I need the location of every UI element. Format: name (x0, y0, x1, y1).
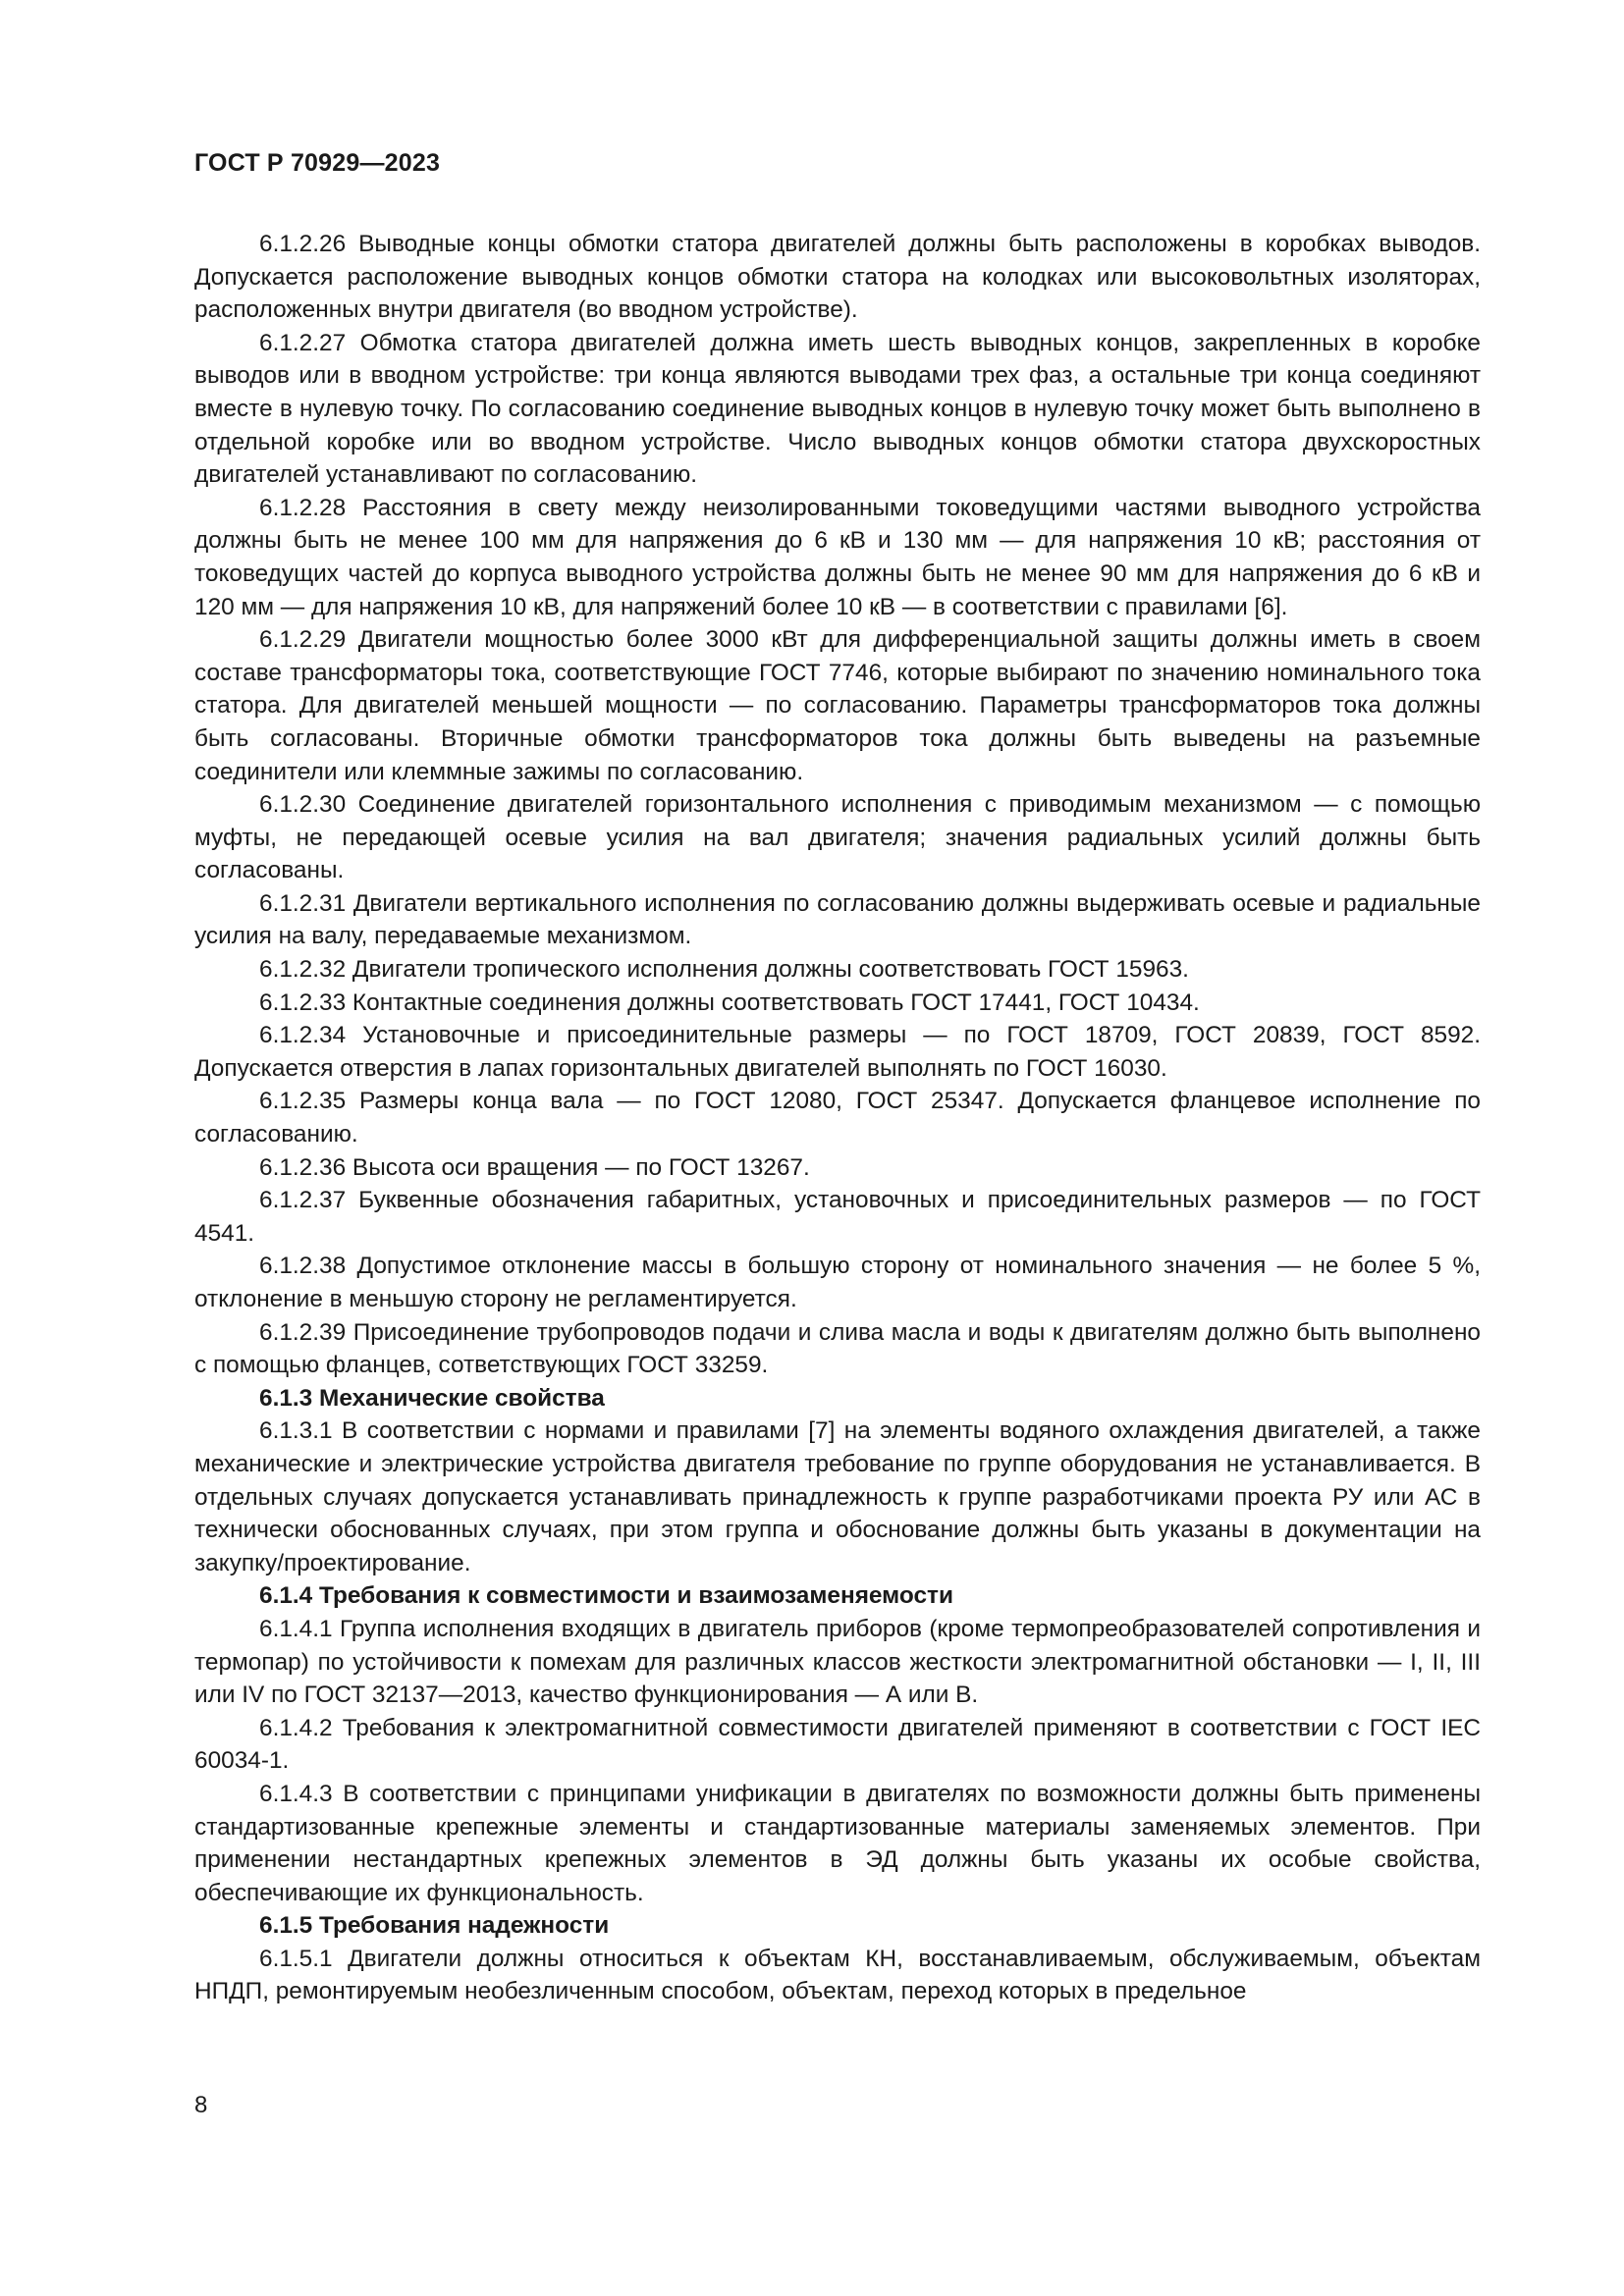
document-header: ГОСТ Р 70929—2023 (194, 149, 441, 177)
paragraph-6-1-4-2: 6.1.4.2 Требования к электромагнитной совместимости двигателей применяют в соответствии с ГОСТ IEC 60034-1. (194, 1714, 1481, 1775)
paragraph-6-1-2-26: 6.1.2.26 Выводные концы обмотки статора двигателей должны быть расположены в коробках выводов. Допускается расположение выводных концов обмотки статора на колодках или высоковольтных изоляторах, расположенных внутри двигателя (во вводном устройстве). (194, 231, 1481, 324)
section-heading-6-1-4: 6.1.4 Требования к совместимости и взаимозаменяемости (259, 1582, 953, 1610)
paragraph-6-1-4-1: 6.1.4.1 Группа исполнения входящих в двигатель приборов (кроме термопреобразователей сопротивления и термопар) по устойчивости к помехам для различных классов жесткости электромагнитной обстановки — I, II, III или IV по ГОСТ 32137—2013, качество функционирования — А или В. (194, 1615, 1481, 1709)
section-heading-6-1-5: 6.1.5 Требования надежности (259, 1912, 610, 1940)
paragraph-6-1-2-27: 6.1.2.27 Обмотка статора двигателей должна иметь шесть выводных концов, закрепленных в коробке выводов или в вводном устройстве: три конца являются выводами трех фаз, а остальные три конца соединяют вместе в нулевую точку. По согласованию соединение выводных концов в нулевую точку может быть выполнено в отдельной коробке или во вводном устройстве. Число выводных концов обмотки статора двухскоростных двигателей устанавливают по согласованию. (194, 329, 1481, 489)
paragraph-6-1-3-1: 6.1.3.1 В соответствии с нормами и правилами [7] на элементы водяного охлаждения двигателей, а также механические и электрические устройства двигателя требование по группе оборудования не устанавливается. В отдельных случаях допускается устанавливать принадлежность к группе разработчиками проекта РУ или АС в технически обоснованных случаях, при этом группа и обоснование должны быть указаны в документации на закупку/проектирование. (194, 1417, 1481, 1576)
paragraph-6-1-2-39: 6.1.2.39 Присоединение трубопроводов подачи и слива масла и воды к двигателям должно быть выполнено с помощью фланцев, сответствующих ГОСТ 33259. (194, 1318, 1481, 1379)
page-number: 8 (194, 2092, 208, 2118)
document-body (194, 228, 1481, 2008)
paragraph-6-1-2-31: 6.1.2.31 Двигатели вертикального исполнения по согласованию должны выдерживать осевые и радиальные усилия на валу, передаваемые механизмом. (194, 889, 1481, 950)
section-heading-6-1-3: 6.1.3 Механические свойства (259, 1384, 605, 1412)
paragraph-6-1-2-34: 6.1.2.34 Установочные и присоединительные размеры — по ГОСТ 18709, ГОСТ 20839, ГОСТ 8592. Допускается отверстия в лапах горизонтальных двигателей выполнять по ГОСТ 16030. (194, 1022, 1481, 1082)
paragraph-6-1-2-29: 6.1.2.29 Двигатели мощностью более 3000 кВт для дифференциальной защиты должны иметь в своем составе трансформаторы тока, соответствующие ГОСТ 7746, которые выбирают по значению номинального тока статора. Для двигателей меньшей мощности — по согласованию. Параметры трансформаторов тока должны быть согласованы. Вторичные обмотки трансформаторов тока должны быть выведены на разъемные соединители или клеммные зажимы по согласованию. (194, 626, 1481, 785)
paragraph-6-1-2-38: 6.1.2.38 Допустимое отклонение массы в большую сторону от номинального значения — не более 5 %, отклонение в меньшую сторону не регламентируется. (194, 1253, 1481, 1312)
paragraph-6-1-2-36: 6.1.2.36 Высота оси вращения — по ГОСТ 13267. (259, 1153, 810, 1181)
paragraph-6-1-2-28: 6.1.2.28 Расстояния в свету между неизолированными токоведущими частями выводного устройства должны быть не менее 100 мм для напряжения до 6 кВ и 130 мм — для напряжения 10 кВ; расстояния от токоведущих частей до корпуса выводного устройства должны быть не менее 90 мм для напряжения до 6 кВ и 120 мм — для напряжения 10 кВ, для напряжений более 10 кВ — в соответствии с правилами [6]. (194, 494, 1481, 620)
paragraph-6-1-2-33: 6.1.2.33 Контактные соединения должны соответствовать ГОСТ 17441, ГОСТ 10434. (259, 988, 1200, 1016)
paragraph-6-1-2-35: 6.1.2.35 Размеры конца вала — по ГОСТ 12080, ГОСТ 25347. Допускается фланцевое исполнение по согласованию. (194, 1088, 1481, 1148)
paragraph-6-1-4-3: 6.1.4.3 В соответствии с принципами унификации в двигателях по возможности должны быть применены стандартизованные крепежные элементы и стандартизованные материалы заменяемых элементов. При применении нестандартных крепежных элементов в ЭД должны быть указаны их особые свойства, обеспечивающие их функциональность. (194, 1780, 1481, 1906)
paragraph-6-1-5-1: 6.1.5.1 Двигатели должны относиться к объектам КН, восстанавливаемым, обслуживаемым, объектам НПДП, ремонтируемым необезличенным способом, объектам, переход которых в предельное (194, 1945, 1481, 2005)
paragraph-6-1-2-32: 6.1.2.32 Двигатели тропического исполнения должны соответствовать ГОСТ 15963. (259, 956, 1189, 984)
paragraph-6-1-2-30: 6.1.2.30 Соединение двигателей горизонтального исполнения с приводимым механизмом — с помощью муфты, не передающей осевые усилия на вал двигателя; значения радиальных усилий должны быть согласованы. (194, 791, 1481, 884)
paragraph-6-1-2-37: 6.1.2.37 Буквенные обозначения габаритных, установочных и присоединительных размеров — по ГОСТ 4541. (194, 1187, 1481, 1247)
